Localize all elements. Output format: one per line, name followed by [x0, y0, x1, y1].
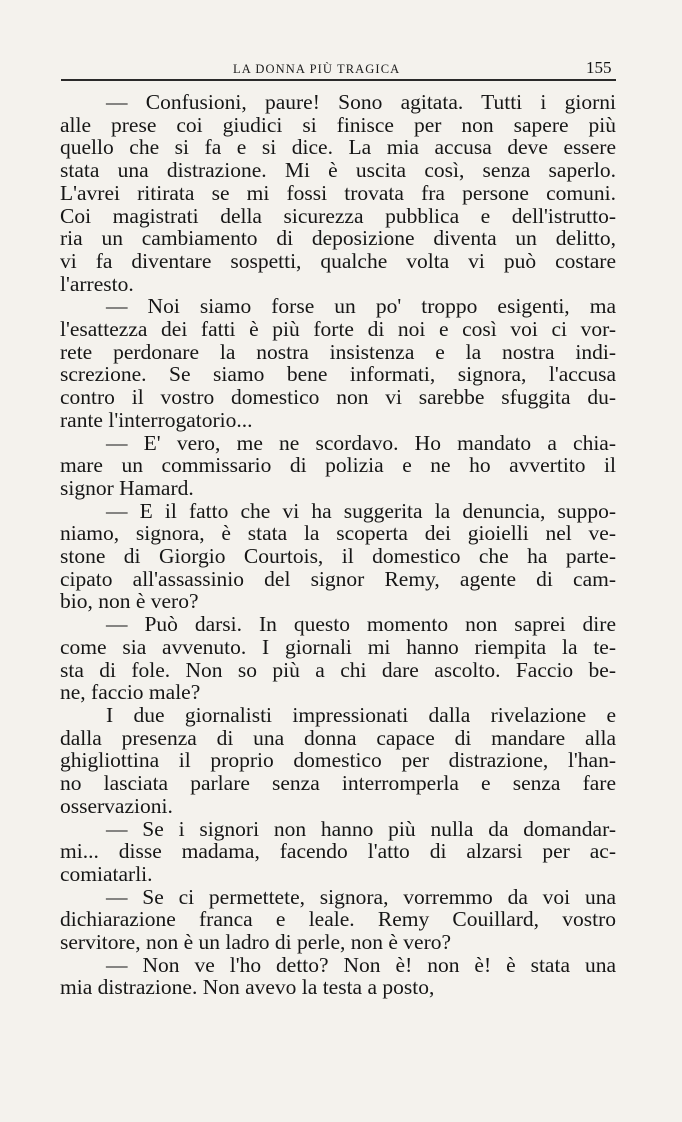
text-line: ghigliottina il proprio domestico per distrazione, l'han-: [60, 748, 616, 773]
text-line: L'avrei ritirata se mi fossi trovata fra persone comuni.: [60, 180, 616, 205]
text-line: rante l'interrogatorio...: [60, 407, 253, 432]
text-line: mare un commissario di polizia e ne ho avvertito il: [60, 453, 616, 478]
body-text: [60, 91, 616, 999]
page-number: 155: [586, 58, 612, 77]
text-line: stata una distrazione. Mi è uscita così, senza saperlo.: [60, 158, 616, 183]
text-line: — E il fatto che vi ha suggerita la denuncia, suppo-: [106, 498, 616, 523]
text-line: mi... disse madama, facendo l'atto di alzarsi per ac-: [60, 839, 616, 864]
text-line: — Se ci permettete, signora, vorremmo da voi una: [106, 884, 616, 909]
text-line: — Noi siamo forse un po' troppo esigenti, ma: [106, 294, 616, 319]
text-line: screzione. Se siamo bene informati, signora, l'accusa: [60, 362, 616, 387]
text-line: I due giornalisti impressionati dalla rivelazione e: [106, 702, 616, 727]
text-line: alle prese coi giudici si finisce per non sapere più: [60, 112, 616, 137]
text-line: rete perdonare la nostra insistenza e la nostra indi-: [60, 339, 616, 364]
text-line: l'arresto.: [60, 271, 134, 296]
text-line: contro il vostro domestico non vi sarebbe sfuggita du-: [60, 385, 616, 410]
text-line: come sia avvenuto. I giornali mi hanno riempita la te-: [60, 634, 616, 659]
text-line: — Può darsi. In questo momento non saprei dire: [106, 612, 616, 637]
text-line: stone di Giorgio Courtois, il domestico che ha parte-: [60, 544, 616, 569]
text-line: comiatarli.: [60, 861, 153, 886]
running-head-title: LA DONNA PIÙ TRAGICA: [233, 62, 401, 76]
text-line: quello che si fa e si dice. La mia accusa deve essere: [60, 135, 616, 160]
text-line: — Non ve l'ho detto? Non è! non è! è stata una: [106, 952, 616, 977]
text-line: — Confusioni, paure! Sono agitata. Tutti i giorni: [106, 90, 616, 114]
text-line: ne, faccio male?: [60, 680, 201, 705]
text-line: cipato all'assassinio del signor Remy, agente di cam-: [60, 566, 616, 591]
text-line: vi fa diventare sospetti, qualche volta vi può costare: [60, 248, 616, 273]
text-line: ria un cambiamento di deposizione diventa un delitto,: [60, 226, 616, 251]
text-line: no lasciata parlare senza interromperla e senza fare: [60, 771, 616, 796]
text-line: sta di fole. Non so più a chi dare ascolto. Faccio be-: [60, 657, 616, 682]
text-line: dichiarazione franca e leale. Remy Couillard, vostro: [60, 907, 616, 932]
text-line: bio, non è vero?: [60, 589, 199, 614]
text-line: signor Hamard.: [60, 475, 194, 500]
text-line: niamo, signora, è stata la scoperta dei gioielli nel ve-: [60, 521, 616, 546]
text-line: — E' vero, me ne scordavo. Ho mandato a chia-: [106, 430, 616, 455]
text-line: Coi magistrati della sicurezza pubblica e dell'istrutto-: [60, 203, 616, 228]
text-line: dalla presenza di una donna capace di mandare alla: [60, 725, 616, 750]
text-line: mia distrazione. Non avevo la testa a posto,: [60, 975, 435, 1000]
text-line: servitore, non è un ladro di perle, non è vero?: [60, 930, 452, 955]
text-line: l'esattezza dei fatti è più forte di noi e così voi ci vor-: [60, 317, 616, 342]
text-line: — Se i signori non hanno più nulla da domandar-: [106, 816, 616, 841]
header-rule: [61, 79, 616, 81]
text-line: osservazioni.: [60, 793, 173, 818]
